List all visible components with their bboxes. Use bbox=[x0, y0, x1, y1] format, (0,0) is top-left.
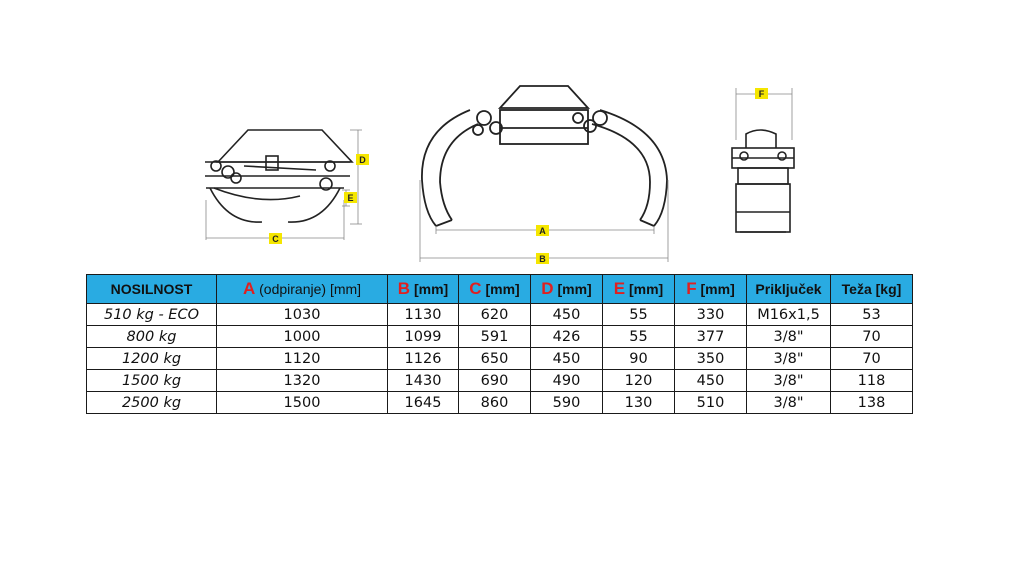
cell-C: 860 bbox=[459, 392, 531, 414]
header-C-text: [mm] bbox=[481, 281, 520, 297]
cell-A: 1320 bbox=[217, 370, 388, 392]
cell-E: 55 bbox=[603, 304, 675, 326]
label-F: F bbox=[758, 89, 765, 99]
cell-C: 690 bbox=[459, 370, 531, 392]
cell-weight: 138 bbox=[831, 392, 913, 414]
cell-F: 330 bbox=[675, 304, 747, 326]
cell-B: 1645 bbox=[388, 392, 459, 414]
cell-weight: 70 bbox=[831, 326, 913, 348]
header-connection-text: Priključek bbox=[755, 281, 822, 297]
header-A-letter: A bbox=[242, 279, 256, 298]
table-row bbox=[87, 348, 913, 370]
header-weight-text: Teža [kg] bbox=[841, 281, 902, 297]
cell-weight: 70 bbox=[831, 348, 913, 370]
header-D-text: [mm] bbox=[553, 281, 592, 297]
header-B-text: [mm] bbox=[410, 281, 449, 297]
cell-E: 120 bbox=[603, 370, 675, 392]
cell-A: 1030 bbox=[217, 304, 388, 326]
cell-connection: M16x1,5 bbox=[747, 304, 831, 326]
cell-connection: 3/8" bbox=[747, 392, 831, 414]
cell-connection: 3/8" bbox=[747, 370, 831, 392]
header-A-text: (odpiranje) [mm] bbox=[255, 281, 362, 297]
cell-D: 450 bbox=[531, 348, 603, 370]
side-view-drawing bbox=[205, 130, 352, 222]
cell-B: 1430 bbox=[388, 370, 459, 392]
table-row bbox=[87, 304, 913, 326]
front-view-label-tags bbox=[536, 225, 549, 264]
cell-capacity: 1500 kg bbox=[87, 370, 217, 392]
cell-weight: 118 bbox=[831, 370, 913, 392]
table-row bbox=[87, 370, 913, 392]
front-view-dimensions bbox=[420, 180, 668, 262]
cell-A: 1500 bbox=[217, 392, 388, 414]
header-connection bbox=[747, 275, 831, 304]
header-E bbox=[603, 275, 675, 304]
cell-D: 426 bbox=[531, 326, 603, 348]
cell-B: 1099 bbox=[388, 326, 459, 348]
cell-A: 1120 bbox=[217, 348, 388, 370]
header-A bbox=[217, 275, 388, 304]
header-F-letter: F bbox=[686, 279, 697, 298]
header-C-letter: C bbox=[469, 279, 482, 298]
label-B: B bbox=[539, 254, 546, 264]
cell-B: 1130 bbox=[388, 304, 459, 326]
side-view-dimensions bbox=[206, 130, 362, 240]
label-E: E bbox=[347, 193, 354, 203]
cell-C: 591 bbox=[459, 326, 531, 348]
front-view-drawing bbox=[422, 86, 667, 226]
cell-F: 510 bbox=[675, 392, 747, 414]
header-capacity bbox=[87, 275, 217, 304]
cell-D: 490 bbox=[531, 370, 603, 392]
label-D: D bbox=[359, 155, 366, 165]
cell-C: 620 bbox=[459, 304, 531, 326]
cell-capacity: 510 kg - ECO bbox=[87, 304, 217, 326]
header-C bbox=[459, 275, 531, 304]
cell-D: 450 bbox=[531, 304, 603, 326]
cell-F: 450 bbox=[675, 370, 747, 392]
header-F bbox=[675, 275, 747, 304]
table-header-row bbox=[87, 275, 913, 304]
header-E-text: [mm] bbox=[625, 281, 664, 297]
cell-capacity: 2500 kg bbox=[87, 392, 217, 414]
end-view-drawing bbox=[732, 130, 794, 232]
cell-connection: 3/8" bbox=[747, 326, 831, 348]
header-D-letter: D bbox=[541, 279, 554, 298]
cell-capacity: 1200 kg bbox=[87, 348, 217, 370]
cell-E: 130 bbox=[603, 392, 675, 414]
table-row bbox=[87, 326, 913, 348]
cell-B: 1126 bbox=[388, 348, 459, 370]
cell-weight: 53 bbox=[831, 304, 913, 326]
cell-D: 590 bbox=[531, 392, 603, 414]
header-D bbox=[531, 275, 603, 304]
cell-F: 350 bbox=[675, 348, 747, 370]
end-view-label-tags bbox=[755, 88, 768, 99]
header-weight bbox=[831, 275, 913, 304]
technical-drawings bbox=[0, 0, 1024, 270]
cell-E: 90 bbox=[603, 348, 675, 370]
cell-capacity: 800 kg bbox=[87, 326, 217, 348]
specification-table bbox=[86, 274, 913, 414]
header-B-letter: B bbox=[397, 279, 411, 298]
header-E-letter: E bbox=[613, 279, 626, 298]
cell-connection: 3/8" bbox=[747, 348, 831, 370]
label-C: C bbox=[272, 234, 279, 244]
header-B bbox=[388, 275, 459, 304]
header-capacity-text: NOSILNOST bbox=[110, 281, 193, 297]
label-A: A bbox=[539, 226, 546, 236]
header-F-text: [mm] bbox=[696, 281, 735, 297]
cell-E: 55 bbox=[603, 326, 675, 348]
cell-A: 1000 bbox=[217, 326, 388, 348]
cell-F: 377 bbox=[675, 326, 747, 348]
table-row bbox=[87, 392, 913, 414]
cell-C: 650 bbox=[459, 348, 531, 370]
